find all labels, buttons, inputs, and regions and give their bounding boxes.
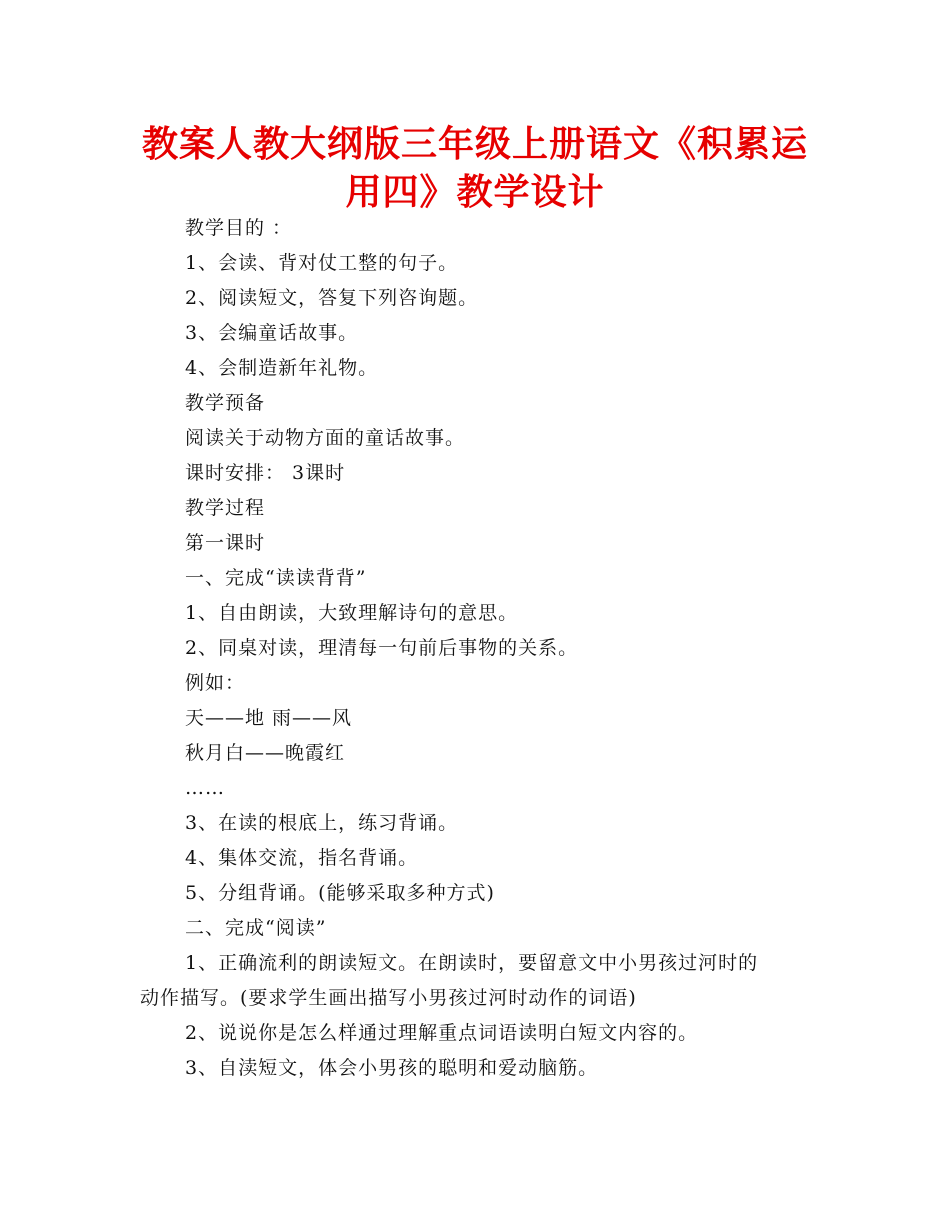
objective-item-3: 3、会编童话故事。 (185, 322, 359, 344)
section-1-step-5: 5、分组背诵。(能够采取多种方式) (185, 882, 495, 904)
preparation-text: 阅读关于动物方面的童话故事。 (185, 427, 466, 449)
section-2-step-2: 2、说说你是怎么样通过理解重点词语读明白短文内容的。 (185, 1022, 699, 1044)
heading-preparation: 教学预备 (185, 392, 266, 414)
example-label: 例如： (185, 672, 246, 694)
document-title-line-1: 教案人教大纲版三年级上册语文《积累运 (141, 124, 808, 165)
section-2-step-3: 3、自渎短文，体会小男孩的聪明和爱动脑筋。 (185, 1057, 599, 1079)
section-1-step-3: 3、在读的根底上，练习背诵。 (185, 812, 459, 834)
section-1-step-1: 1、自由朗读，大致理解诗句的意思。 (185, 602, 519, 624)
section-1-step-4: 4、集体交流，指名背诵。 (185, 847, 419, 869)
example-line-2: 秋月白——晚霞红 (185, 742, 346, 764)
example-line-1: 天——地 雨——风 (185, 707, 353, 729)
section-2-step-1: 1、正确流利的朗读短文。在朗读时，要留意文中小男孩过河时的 (185, 952, 759, 974)
heading-process: 教学过程 (185, 497, 266, 519)
section-2-heading: 二、完成“阅读” (185, 917, 327, 939)
objective-item-2: 2、阅读短文，答复下列咨询题。 (185, 287, 479, 309)
example-ellipsis: …… (185, 777, 225, 799)
schedule-text: 课时安排： 3课时 (185, 462, 346, 484)
section-1-step-2: 2、同桌对读，理清每一句前后事物的关系。 (185, 637, 579, 659)
document-title-line-2: 用四》教学设计 (345, 172, 605, 213)
heading-teaching-objectives: 教学目的 ： (185, 217, 293, 239)
heading-lesson-1: 第一课时 (185, 532, 266, 554)
objective-item-4: 4、会制造新年礼物。 (185, 357, 379, 379)
section-1-heading: 一、完成“读读背背” (185, 567, 367, 589)
section-2-step-1-continued: 动作描写。(要求学生画出描写小男孩过河时动作的词语) (140, 987, 637, 1009)
objective-item-1: 1、会读、背对仗工整的句子。 (185, 252, 459, 274)
